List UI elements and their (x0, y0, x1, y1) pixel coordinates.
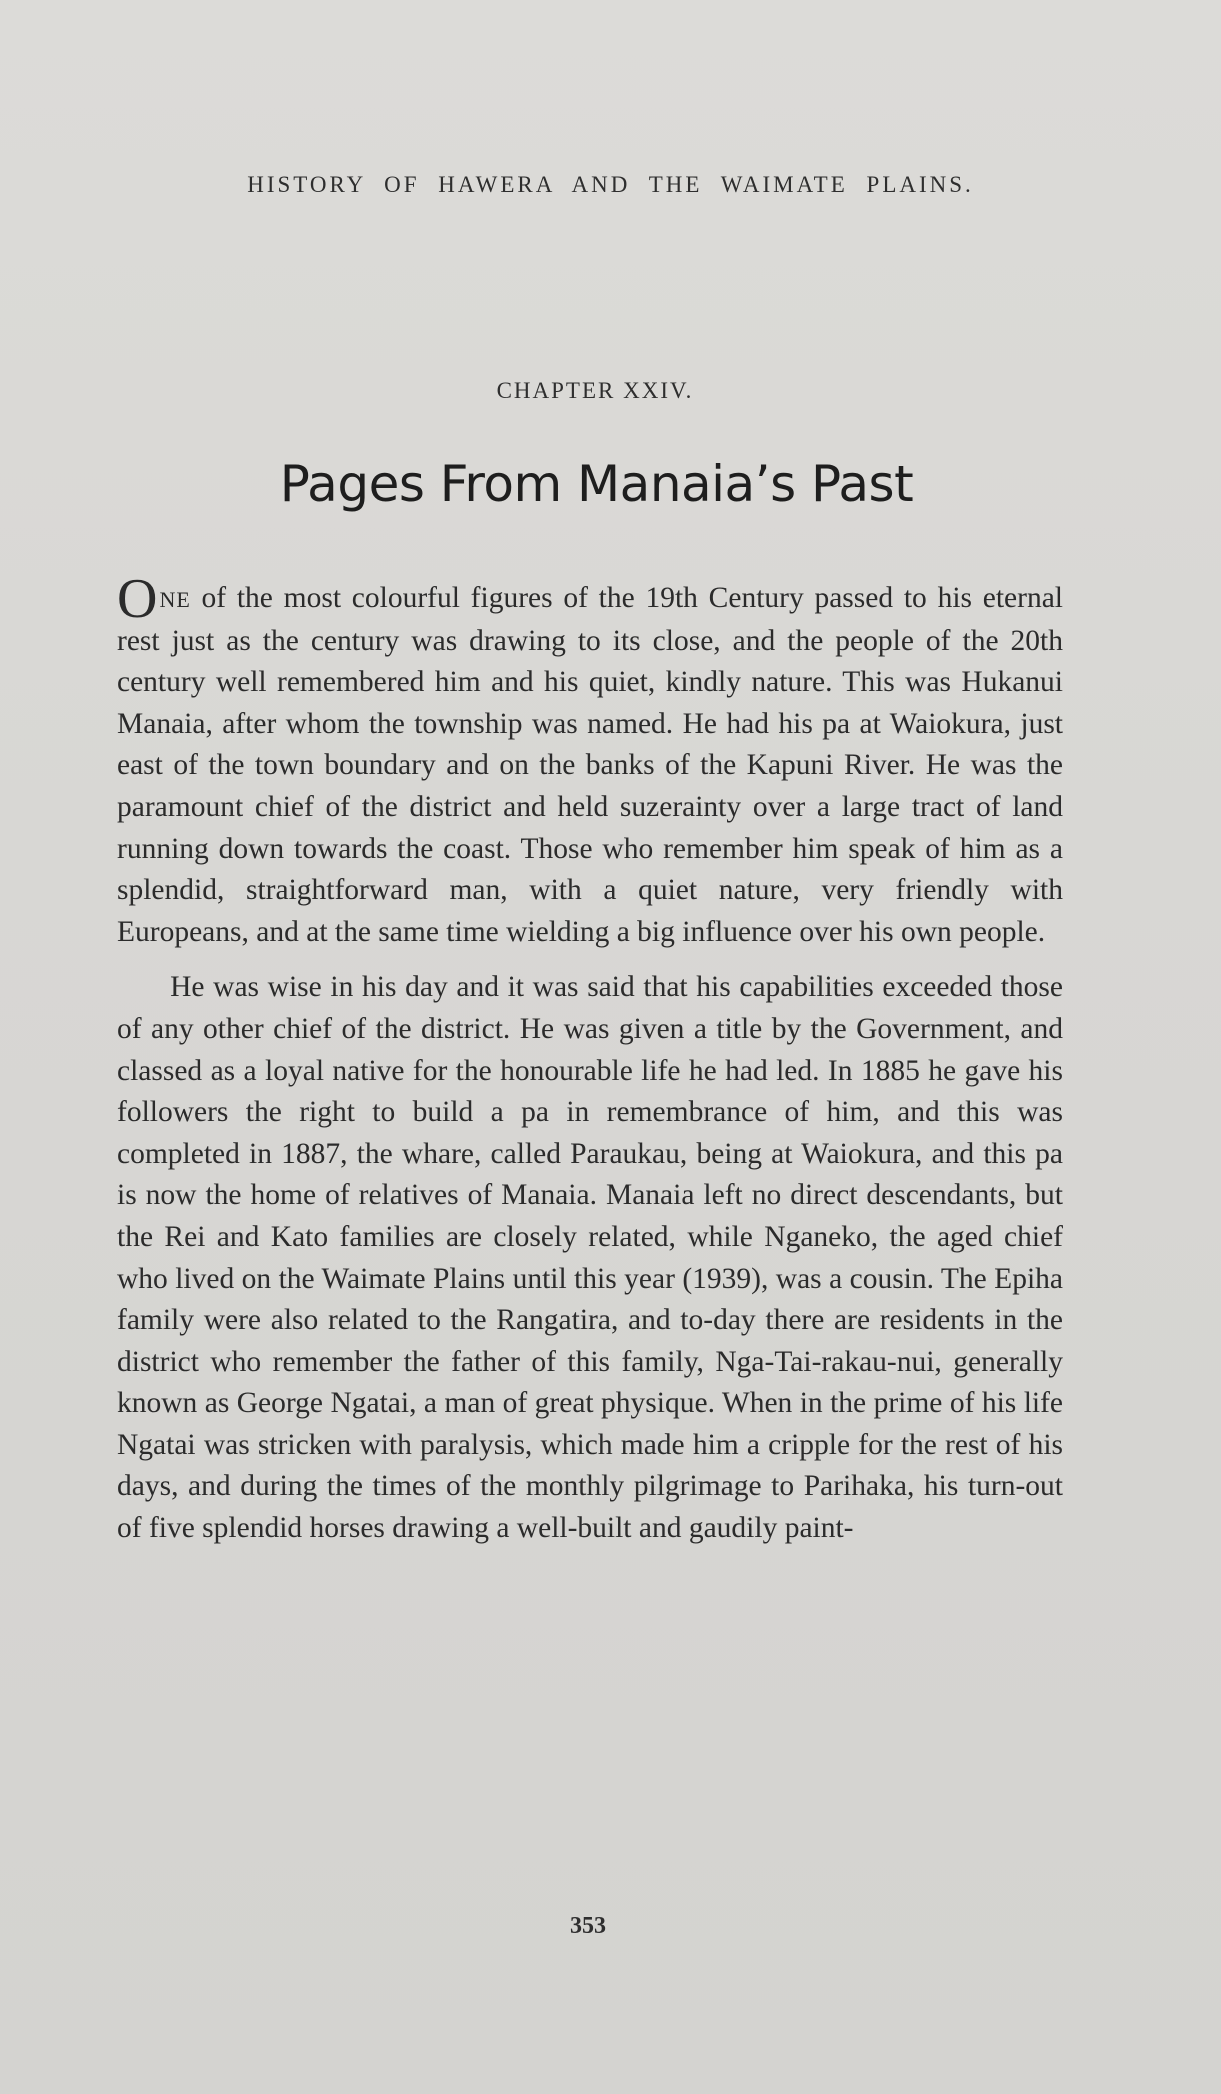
page-number: 353 (570, 1913, 606, 1939)
paragraph-1 (117, 568, 1063, 953)
paragraph-1-text: of the most colourful figures of the 19th Century passed to his eternal rest just as the century was drawing to its close, and the people of the 20th century well remembered him and his quiet, kindly nature. This was Hukanui Manaia, after whom the township was named. He had his pa at Waiokura, just east of the town boundary and on the banks of the Kapuni River. He was the paramount chief of the district and held suzerainty over a large tract of land running down towards the coast. Those who remember him speak of him as a splendid, straightforward man, with a quiet nature, very friendly with Europeans, and at the same time wielding a big influence over his own people. (117, 582, 1063, 948)
body-text (117, 568, 1063, 1550)
paragraph-2: He was wise in his day and it was said that his capabilities exceeded those of any other chief of the district. He was given a title by the Government, and classed as a loyal native for the honourable life he had led. In 1885 he gave his followers the right to build a pa in remembrance of him, and this was completed in 1887, the whare, called Paraukau, being at Waiokura, and this pa is now the home of relatives of Manaia. Manaia left no direct descendants, but the Rei and Kato families are closely related, while Nganeko, the aged chief who lived on the Waimate Plains until this year (1939), was a cousin. The Epiha family were also related to the Rangatira, and to-day there are residents in the district who remember the father of this family, Nga-Tai-rakau-nui, generally known as George Ngatai, a man of great physique. When in the prime of his life Ngatai was stricken with paralysis, which made him a cripple for the rest of his days, and during the times of the monthly pilgrimage to Parihaka, his turn-out of five splendid horses drawing a well-built and gaudily paint- (117, 971, 1063, 1545)
opening-smallcaps: NE (159, 587, 191, 612)
chapter-title: Pages From Manaia’s Past (279, 455, 914, 513)
running-head: HISTORY OF HAWERA AND THE WAIMATE PLAINS. (247, 172, 974, 197)
chapter-label: CHAPTER XXIV. (496, 378, 694, 403)
drop-cap: O (117, 568, 158, 630)
